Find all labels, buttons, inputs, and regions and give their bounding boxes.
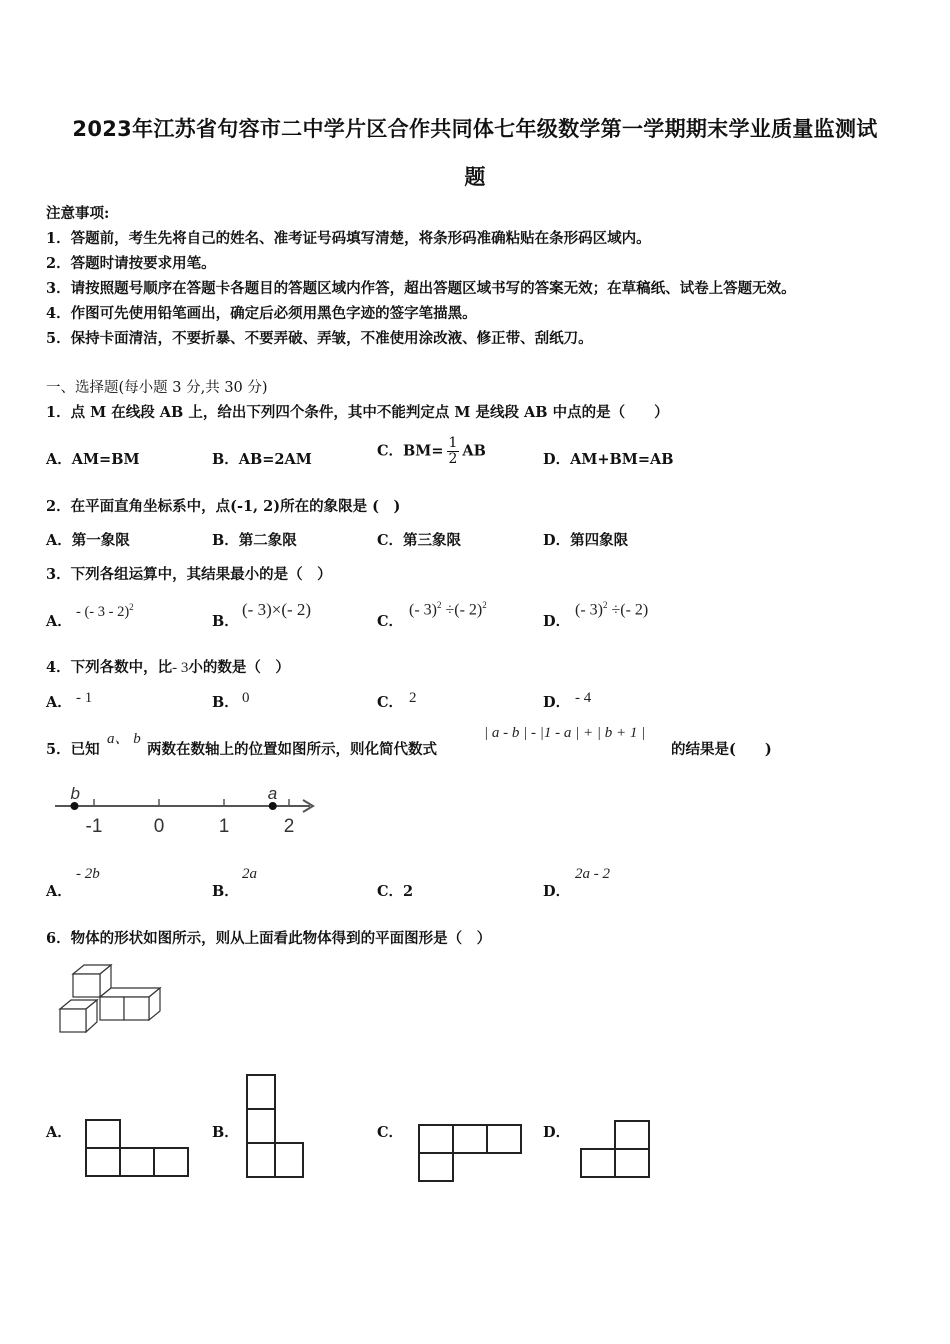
option-b: B．AB=2AM [212, 451, 312, 468]
grid-square [419, 1125, 453, 1153]
point-b [71, 802, 79, 810]
option-c: C．2 [377, 883, 414, 900]
option-d-label: D． [543, 1124, 571, 1141]
option-b-label: B． [212, 883, 239, 900]
expr-base: (- 3) [575, 601, 603, 619]
number-line-figure [55, 782, 325, 842]
option-d-label: D． [543, 694, 571, 711]
option-d: D．第四象限 [543, 532, 629, 549]
exponent: 2 [129, 602, 134, 612]
option-b-expr: (- 3)×(- 2) [242, 600, 312, 619]
option-a-expr [76, 602, 134, 621]
fraction-one-half [447, 436, 460, 467]
option-d-value: 2a - 2 [575, 866, 610, 882]
option-d-figure [580, 1120, 652, 1178]
option-a-value: - 2b [76, 866, 100, 882]
expr-rest: ÷(- 2) [607, 601, 649, 619]
option-a-label: A． [46, 883, 72, 900]
axis-tick-label: -1 [85, 816, 103, 837]
option-d-label: D． [543, 883, 571, 900]
grid-square [120, 1148, 154, 1176]
notice-item: 4．作图可先使用铅笔画出，确定后必须用黑色字迹的签字笔描黑。 [46, 305, 477, 322]
option-b-label: B． [212, 613, 239, 630]
option-b-figure [246, 1074, 306, 1178]
grid-square [615, 1121, 649, 1149]
grid-square [419, 1153, 453, 1181]
axis-tick-label: 1 [218, 816, 230, 837]
option-b-value: 2a [242, 866, 257, 882]
point-a-label: a [267, 784, 278, 803]
stem-number: - 3 [172, 660, 189, 676]
option-a-label: A． [46, 694, 72, 711]
grid-square [247, 1075, 275, 1109]
option-c-expr [409, 600, 487, 619]
fraction-numerator: 1 [448, 435, 458, 451]
option-b: B．第二象限 [212, 532, 297, 549]
option-a-label: A． [46, 613, 72, 630]
option-a: A．第一象限 [46, 532, 130, 549]
option-d-label: D． [543, 613, 571, 630]
grid-square [453, 1125, 487, 1153]
option-c-label: C． [377, 694, 404, 711]
cube-solid-figure [55, 962, 170, 1037]
grid-square [247, 1143, 275, 1177]
option-c-label: C． [377, 613, 404, 630]
notice-item: 2．答题时请按要求用笔。 [46, 255, 216, 272]
exponent: 2 [602, 600, 608, 610]
point-a [269, 802, 277, 810]
stem-suffix: 小的数是（ ） [188, 659, 290, 676]
grid-square [615, 1149, 649, 1177]
option-a: A．AM=BM [46, 451, 140, 468]
question-stem-prefix: 5．已知 [46, 741, 100, 758]
question-vars: a、 b [107, 731, 141, 747]
axis-tick-label: 2 [283, 816, 295, 837]
expr: - (- 3 - 2) [76, 603, 130, 620]
page-title: 2023年江苏省句容市二中学片区合作共同体七年级数学第一学期期末学业质量监测试 [72, 117, 878, 141]
grid-square [154, 1148, 188, 1176]
option-b-label: B． [212, 694, 239, 711]
notice-item: 1．答题前，考生先将自己的姓名、准考证号码填写清楚，将条形码准确粘贴在条形码区域内。 [46, 230, 651, 247]
grid-square [247, 1109, 275, 1143]
option-d: D．AM+BM=AB [543, 451, 674, 468]
option-c: C．第三象限 [377, 532, 462, 549]
option-a-label: A． [46, 1124, 72, 1141]
option-c-value: 2 [409, 690, 417, 706]
section-heading: 一、选择题(每小题 3 分,共 30 分) [46, 380, 268, 396]
grid-square [581, 1149, 615, 1177]
grid-square [487, 1125, 521, 1153]
grid-square [275, 1143, 303, 1177]
option-d-expr [575, 600, 648, 619]
option-b-value: 0 [242, 690, 250, 706]
page-title-continued: 题 [464, 165, 486, 189]
expr-base: (- 3) [409, 601, 437, 619]
expr-mid: ÷(- 2) [441, 601, 483, 619]
question-stem: 6．物体的形状如图所示，则从上面看此物体得到的平面图形是（ ） [46, 930, 492, 947]
option-d-value: - 4 [575, 690, 592, 706]
stem-prefix: 4．下列各数中，比 [46, 659, 173, 676]
option-c-figure [418, 1124, 524, 1182]
notice-item: 5．保持卡面清洁，不要折暴、不要弄破、弄皱，不准使用涂改液、修正带、刮纸刀。 [46, 330, 593, 347]
exponent: 2 [482, 600, 487, 610]
question-stem: 2．在平面直角坐标系中，点(-1, 2)所在的象限是 ( ) [46, 498, 401, 515]
question-stem-mid: 两数在数轴上的位置如图所示，则化简代数式 [147, 741, 437, 758]
question-stem: 1．点 M 在线段 AB 上，给出下列四个条件，其中不能判定点 M 是线段 AB 中点的是（ ） [46, 404, 669, 421]
notice-item: 3．请按照题号顺序在答题卡各题目的答题区域内作答，超出答题区域书写的答案无效；在草稿纸、试卷上答题无效。 [46, 280, 796, 297]
question-stem-suffix: 的结果是( ) [671, 741, 772, 758]
option-c-prefix: C．BM= [377, 442, 444, 460]
grid-square [86, 1148, 120, 1176]
option-c-label: C． [377, 1124, 404, 1141]
question-expression: | a - b | - |1 - a | + | b + 1 | [484, 725, 646, 741]
option-a-figure [85, 1119, 191, 1177]
option-c-suffix: AB [462, 442, 486, 460]
option-b-label: B． [212, 1124, 239, 1141]
exponent: 2 [436, 600, 442, 610]
point-b-label: b [70, 784, 80, 803]
option-c [377, 436, 486, 467]
question-stem: 3．下列各组运算中，其结果最小的是（ ） [46, 566, 332, 583]
notice-heading: 注意事项: [46, 205, 110, 222]
question-stem [46, 656, 290, 677]
option-a-value: - 1 [76, 690, 93, 706]
fraction-denominator: 2 [448, 451, 458, 467]
grid-square [86, 1120, 120, 1148]
axis-tick-label: 0 [153, 816, 165, 837]
